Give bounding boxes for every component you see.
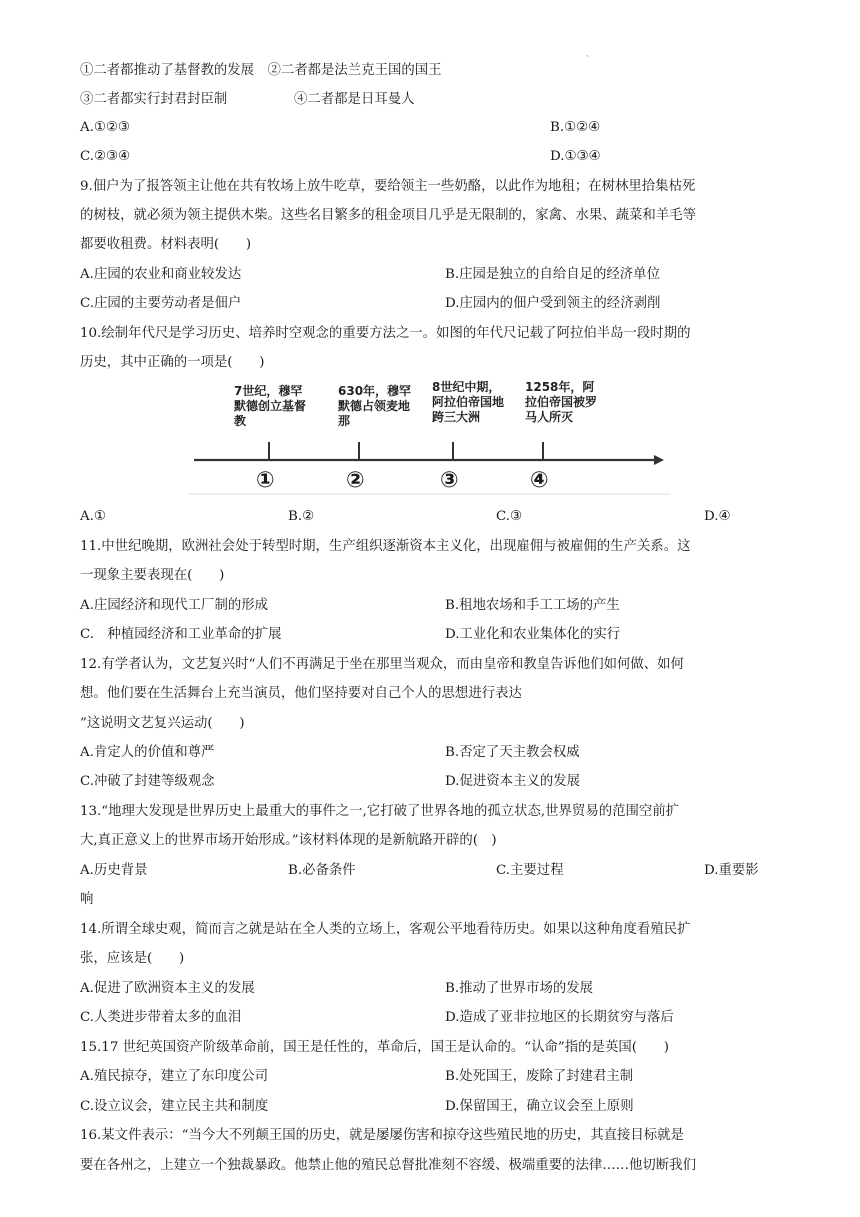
q9-option-c[interactable]: C.庄园的主要劳动者是佃户 (80, 296, 242, 311)
q13-stem-line-1: 13.“地理大发现是世界历史上最重大的事件之一,它打破了世界各地的孤立状态,世界贸易的范围空前扩 (80, 804, 680, 819)
q11-option-d[interactable]: D.工业化和农业集体化的实行 (445, 627, 621, 642)
q11-stem-line-1: 11.中世纪晚期，欧洲社会处于转型时期，生产组织逐渐资本主义化，出现雇佣与被雇佣的生产关系。这 (80, 539, 691, 554)
q13-option-d-wrap: 响 (80, 892, 94, 907)
q14-option-d[interactable]: D.造成了亚非拉地区的长期贫穷与落后 (445, 1010, 674, 1025)
q9-option-a[interactable]: A.庄园的农业和商业较发达 (80, 267, 242, 282)
q15-option-b[interactable]: B.处死国王，废除了封建君主制 (445, 1069, 634, 1084)
q8-statement-3: ③二者都实行封君封臣制 (80, 92, 228, 107)
q11-option-c[interactable]: C. 种植园经济和工业革命的扩展 (80, 627, 282, 642)
q15-option-c[interactable]: C.设立议会，建立民主共和制度 (80, 1099, 269, 1114)
timeline-marker-1: ① (256, 468, 275, 493)
q8-option-c[interactable]: C.②③④ (80, 149, 131, 164)
q8-statement-line-1: ①二者都推动了基督教的发展 ②二者都是法兰克王国的国王 (80, 63, 442, 78)
q11-option-a[interactable]: A.庄园经济和现代工厂制的形成 (80, 598, 269, 613)
q13-option-b[interactable]: B.必备条件 (288, 863, 356, 878)
q12-stem-line-2: 想。他们要在生活舞台上充当演员，他们坚持要对自己个人的思想进行表达 (80, 686, 522, 701)
q12-option-d[interactable]: D.促进资本主义的发展 (445, 774, 581, 789)
q10-option-a[interactable]: A.① (80, 509, 106, 524)
q15-stem-line-1: 15.17 世纪英国资产阶级革命前，国王是任性的，革命后，国王是认命的。“认命”指的是英国( ) (80, 1040, 669, 1055)
timeline-marker-3: ③ (440, 468, 459, 493)
q14-stem-line-1: 14.所谓全球史观，简而言之就是站在全人类的立场上，客观公平地看待历史。如果以这种角度看殖民扩 (80, 922, 691, 937)
q15-option-a[interactable]: A.殖民掠夺，建立了东印度公司 (80, 1069, 269, 1084)
q10-stem-line-2: 历史，其中正确的一项是( ) (80, 355, 265, 370)
timeline-label-4: 1258年，阿拉伯帝国被罗马人所灭 (525, 380, 598, 424)
q12-stem-line-3: ”这说明文艺复兴运动( ) (80, 716, 245, 731)
q15-option-d[interactable]: D.保留国王，确立议会至上原则 (445, 1099, 634, 1114)
q14-option-c[interactable]: C.人类进步带着太多的血泪 (80, 1010, 242, 1025)
q8-option-b[interactable]: B.①②④ (550, 120, 601, 135)
q10-option-d[interactable]: D.④ (704, 509, 731, 524)
q9-option-b[interactable]: B.庄园是独立的自给自足的经济单位 (445, 267, 660, 282)
q12-stem-line-1: 12.有学者认为，文艺复兴时“人们不再满足于坐在那里当观众，而由皇帝和教皇告诉他们如何做、如何 (80, 657, 684, 672)
q10-option-b[interactable]: B.② (288, 509, 315, 524)
timeline-label-3: 8世纪中期，阿拉伯帝国地跨三大洲 (432, 380, 505, 424)
q10-option-c[interactable]: C.③ (496, 509, 523, 524)
timeline-label-1: 7世纪，穆罕默德创立基督教 (234, 384, 307, 428)
q9-stem-line-1: 9.佃户为了报答领主让他在共有牧场上放牛吃草，要给领主一些奶酪，以此作为地租；在树林里拾集枯死 (80, 179, 696, 194)
q13-stem-line-2: 大,真正意义上的世界市场开始形成。”该材料体现的是新航路开辟的( ) (80, 833, 497, 848)
q14-stem-line-2: 张，应该是( ) (80, 951, 185, 966)
q8-option-d[interactable]: D.①③④ (550, 149, 601, 164)
q9-option-d[interactable]: D.庄园内的佃户受到领主的经济剥削 (445, 296, 661, 311)
q11-stem-line-2: 一现象主要表现在( ) (80, 568, 225, 583)
q13-option-a[interactable]: A.历史背景 (80, 863, 148, 878)
q8-option-a[interactable]: A.①②③ (80, 120, 130, 135)
scan-speck: · (586, 52, 589, 62)
timeline-marker-4: ④ (530, 468, 549, 493)
q13-option-c[interactable]: C.主要过程 (496, 863, 564, 878)
q16-stem-line-2: 要在各州之，上建立一个独裁暴政。他禁止他的殖民总督批准刻不容缓、极端重要的法律……他切断我们 (80, 1158, 696, 1173)
q12-option-c[interactable]: C.冲破了封建等级观念 (80, 774, 215, 789)
timeline-arrowhead (654, 455, 664, 465)
q13-option-d[interactable]: D.重要影 (704, 863, 759, 878)
q16-stem-line-1: 16.某文件表示：“当今大不列颠王国的历史，就是屡屡伤害和掠夺这些殖民地的历史，其直接目标就是 (80, 1128, 684, 1143)
q9-stem-line-3: 都要收租费。材料表明( ) (80, 237, 252, 252)
timeline-label-2: 630年，穆罕默德占领麦地那 (338, 384, 412, 428)
timeline-figure (188, 380, 670, 498)
timeline-marker-2: ② (346, 468, 365, 493)
q10-stem-line-1: 10.绘制年代尺是学习历史、培养时空观念的重要方法之一。如图的年代尺记载了阿拉伯半岛一段时期的 (80, 326, 691, 341)
q11-option-b[interactable]: B.租地农场和手工工场的产生 (445, 598, 620, 613)
q14-option-b[interactable]: B.推动了世界市场的发展 (445, 981, 594, 996)
q8-statement-4: ④二者都是日耳曼人 (294, 92, 415, 107)
q9-stem-line-2: 的树枝，就必须为领主提供木柴。这些名目繁多的租金项目几乎是无限制的，家禽、水果、蔬菜和羊毛等 (80, 208, 696, 223)
q12-option-b[interactable]: B.否定了天主教会权威 (445, 745, 580, 760)
q12-option-a[interactable]: A.肯定人的价值和尊严 (80, 745, 215, 760)
q14-option-a[interactable]: A.促进了欧洲资本主义的发展 (80, 981, 255, 996)
